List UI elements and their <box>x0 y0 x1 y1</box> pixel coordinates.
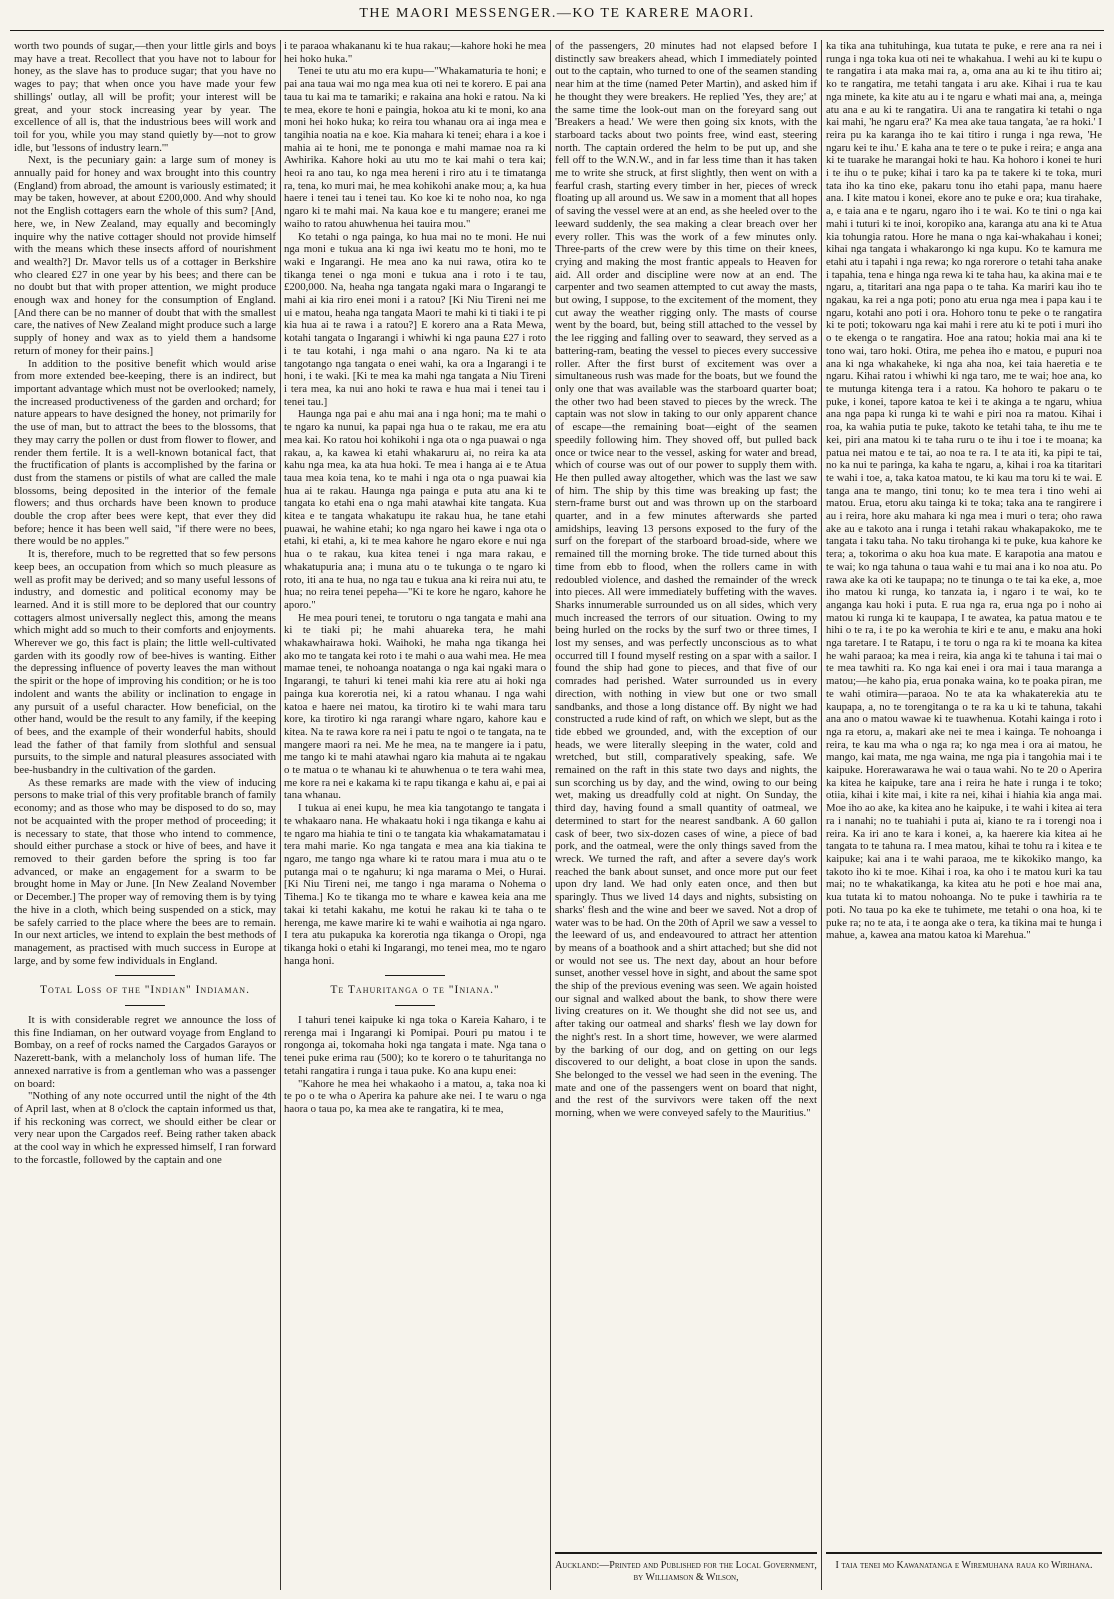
paragraph: I tukua ai enei kupu, he mea kia tangotango te tangata i te whakaaro nana. He whakaatu hoki i nga tikanga e kahu ai te ngaro ma hiahia te tini o te tangata kia whakamatamatau i tera mahi marie. Ko nga tangata e mea ana kia tiakina te ngaro, me tango nga whare ki te ratou mara i mua atu o te putanga mai o te ngahuru; ki nga marama o Mei, o Hurai. [Ki Niu Tireni nei, me tango i nga marama o Nohema o Tihema.] Ko te tikanga mo te whare e kawea keia ana me takai ki tetahi kakahu, me kotui he rakau ki te taha o te herenga, me kawe marire ki te wahi e waihotia ai nga ngaro. I tera atu pukapuka ka korerotia nga tikanga o Oropi, nga tikanga hoki o etahi ki Ingarangi, mo tenei mea, mo te ngaro hanga honi. <box>284 802 546 967</box>
section-divider <box>385 975 445 976</box>
section-divider <box>125 1005 165 1006</box>
paragraph: He mea pouri tenei, te torutoru o nga tangata e mahi ana ki te tiaki pi; he mahi ahuareka tera, he mahi whakawhairawa hoki. Waihoki, he maha nga tikanga hei ako mo te tangata kei roto i te mahi o aua wahi mea. He mea mamae tenei, te nohoanga noatanga o nga kai ngaki mara o Ingarangi, te tahuri ki tenei mahi kia rere atu ai hoki nga painga kua korerotia nei, ki a ratou whanau. I nga wahi katoa e haere nei matou, ka tirotiro ki te wahi mara taru kore, ka tirotiro ki nga rarangi whare ngaro, kahore kau e kitea. Na te rawa kore ra nei i patu te ngoi o te tangata, na te mangere maori ra nei. Me he mea, na te mangere ia i patu, me tango ki te mahi atawhai ngaro kia mahuta ai te ngakau o te matua o te whanau ki te ahuwhenua o te tera wahi mea, me kore ra nei e kakama ki te rapu tikanga e kahu ai, e pai ai tana whanau. <box>284 611 546 802</box>
paragraph: "Kahore he mea hei whakaoho i a matou, a, taka noa ki te po o te wha o Aperira ka pahure ake nei. I te waru o nga haora o taua po, ka mea ake te rangatira, ki te mea, <box>284 1077 546 1115</box>
column-divider <box>821 40 822 1590</box>
paragraph: In addition to the positive benefit which would arise from more extended bee-keeping, there is an indirect, but important advantage which must not be overlooked; namely, the increased productiveness of the garden and orchard; for nature appears to have designed the honey, not primarily for the use of man, but to attract the bees to the blossoms, that they may carry the pollen or dust from flower to flower, and render them fertile. It is a well-known botanical fact, that the fructification of plants is accomplished by the farina or dust from the stamens or pistils of what are called the male blossoms, being deposited in the interior of the female flowers; and thus orchards have been known to produce double the crop after bees were kept, that ever they did before; hence it has been well said, "if there were no bees, there would be no apples." <box>14 357 276 548</box>
masthead-rule <box>10 30 1104 31</box>
paragraph: It is, therefore, much to be regretted that so few persons keep bees, an occupation from which so much pleasure as well as profit may be derived; and so many useful lessons of industry, and domestic and political economy may be learned. And it is still more to be deplored that our country cottagers almost universally neglect this, among the means which might add so much to their comforts and enjoyments. Wherever we go, this fact is plain; the little well-cultivated garden with its goodly row of bee-hives is wanting. Either the depressing influence of poverty leaves the man without the spirit or the hope of improving his condition; or he is too indolent and wants the ability or inclination to engage in any pursuit of a useful character. How beneficial, on the other hand, would be the result to any family, if the keeping of bees, and the example of their wonderful habits, should lead the father of that family from slothful and sensual pursuits, to the simple and natural pleasures associated with bee-husbandry in the cultivation of the garden. <box>14 548 276 777</box>
paragraph: worth two pounds of sugar,—then your little girls and boys may have a treat. Recollect that you have not to labour for honey, as the slave has to produce sugar; that you have no wages to pay; that when once you have made your few shillings' outlay, all will be profit; your interest will be great, and your stock increasing year by year. The excellence of all is, that the industrious bees will work and toil for you, while you may stand quietly by—not to grow idle, but 'lessons of industry learn.'" <box>14 40 276 154</box>
paragraph: Ko tetahi o nga painga, ko hua mai no te moni. He nui nga moni e tukua ana ki nga iwi keatu mo te honi, mo te waki e Ingarangi. He mea ano ka nui rawa, otira ko te tikanga tenei o nga moni e tukua ana i roto i te tau, £200,000. Na, heaha nga tangata ngaki mara o Ingarangi te mahi ai kia riro enei moni i a ratou? [Ki Niu Tireni nei me ui e matou, heaha nga tangata Maori te mahi ki ti tiaki i te pi kia hua ai te rawa i a ratou?] E korero ana a Rata Mewa, kotahi tangata o Ingarangi i whiwhi ki nga pauna £27 i roto i te tau kotahi, i nga mahi o ana ngaro. Na ki te ata tangotango nga tangata o enei wahi, ka ora a Ingarangi i te honi, i te waki. [Ki te mea ka mahi nga tangata a Niu Tireni i tera mea, ka nui ano hoki te rawa e hua mai i tenei tau i tenei tau.] <box>284 230 546 408</box>
imprint-maori: I taia tenei mo Kawanatanga e Wiremuhana raua ko Wirihana. <box>835 1560 1093 1571</box>
paragraph: of the passengers, 20 minutes had not elapsed before I distinctly saw breakers ahead, which I immediately pointed out to the captain, who turned to one of the seamen standing near him at the time (named Peter Martin), and asked him if he thought they were breakers. He replied 'Yes, they are;' at the same time the look-out man on the foreyard sang out 'Breakers a head.' We were then going six knots, with the starboard tacks about two points free, wind east, steering north. The captain ordered the helm to be put up, and she fell off to the W.N.W., and in far less time than it has taken me to write she struck, at first slightly, then went on with a fearful crash, starting every timber in her, pieces of wreck floating up all around us. We saw in a moment that all hopes of saving the vessel were at an end, as she heeled over to the leeward suddenly, the sea making a clear breach over her every roller. This was the work of a few minutes only. Three-parts of the crew were by this time on their knees, crying and making the most frantic appeals to Heaven for aid. All order and discipline were now at an end. The carpenter and two seamen attempted to cut away the masts, but owing, I suppose, to the excitement of the moment, they cut away the weather rigging only. The masts of course went by the board, but, being still attached to the vessel by the lee rigging and falling over to seaward, they served as a battering-ram, beating the vessel to pieces every successive roller. After the first burst of excitement was over a simultaneous rush was made for the boats, but we found the only one that was available was the starboard quarter boat; the other two had been staved to pieces by the wreck. The captain was not slow in taking to our only apparent chance of escape—the remaining boat—eight of the seamen speedily following him. They shoved off, but pulled back once or twice near to the vessel, asking for water and bread, which of course was out of our power to supply them with. He then pulled away altogether, which was the last we saw of him. The ship by this time was breaking up fast; the stern-frame burst out and was thrown up on the starboard quarter, and in a few minutes afterwards she parted amidships, leaving 13 persons exposed to the fury of the surf on the forepart of the starboard broad-side, where we remained till the morning broke. The tide turned about this time from ebb to flood, when the rollers came in with redoubled violence, and dashed the remainder of the wreck into pieces. All were immediately buffeting with the waves. Sharks innumerable surrounded us on all sides, which very much increased the terrors of our situation. Owing to my being hurled on the rocks by the surf two or three times, I lost my senses, and was perfectly unconscious as to what occurred till I found myself resting on a spar with a sailor. I found the ship had gone to pieces, and that five of our comrades had perished. Water surrounded us in every direction, with nothing in view but one or two small sandbanks, and those a long distance off. By night we had constructed a rude kind of raft, on which we slept, but as the tide ebbed we grounded, and, with the exception of our heads, we were literally sleeping in the water, cold and wretched, but still, comparatively speaking, safe. We remained on the raft in this state two days and nights, the sun scorching us by day, and the wind, owing to our being wet, making us dreadfully cold at night. On Sunday, the third day, having found a small quantity of oatmeal, we determined to start for the nearest sandbank. A 60 gallon cask of beer, two six-dozen cases of wine, a piece of bad pork, and the oatmeal, were the only things saved from the wreck. We turned the raft, and after a severe day's work reached the bank about sunset, and once more put our feet upon dry land. We had only eaten once, and then but sparingly. Thus we lived 14 days and nights, subsisting on sharks' flesh and the wine and beer we saved. Not a drop of water was to be had. On the 20th of April we saw a vessel to the leeward of us, and endeavoured to attract her attention by means of a boathook and a shirt attached; but she did not or would not see us. The next day, about an hour before sunset, another vessel hove in sight, and about the same spot the ship of the previous evening was seen. We again hoisted our signal and walked about the bank, to show there were living creatures on it. We thought she did not see us, and after taking our oatmeal and sharks' flesh we lay down for the night's rest. In a short time, however, we were alarmed by the barking of our dog, and on getting on our legs discovered to our delight, a boat close in upon the sands. She belonged to the vessel we had seen in the evening. The mate and one of the passengers went on board that night, and the rest of the survivors were taken off the next morning, when we were conveyed safely to the Mauritius." <box>555 40 817 1120</box>
section-divider <box>395 1005 435 1006</box>
paragraph: Haunga nga pai e ahu mai ana i nga honi; ma te mahi o te ngaro ka nunui, ka papai nga hua o te rakau, me era atu mea kai. Ko ratou hoi kohikohi i nga ota o nga puawai o nga rakau, a, ka kawea ki etahi whakaruru ai, no reira ka ata kahu nga mea, ka ata hua hoki. Te mea i hanga ai e te Atua taua mea koia tena, ko te mahi i nga ota o nga puawai kia hua ai te rakau. Haunga nga painga e puta atu ana ki te tangata ko etahi ena o nga mahi atawhai kite tangata. Kua kitea e te tangata whakatupu ite rakau hua, he tane etahi puawai, he wahine etahi; ko nga ngaro hei kawe i nga ota o etahi, ki etahi, a, ki te mea kahore he ngaro ekore e nui nga hua o te rakau, kua kitea tenei i nga mara rakau, e whakatupuria ana; i muna atu o te tukunga o te ngaro ki roto, iti ana te hua, no nga tau e tukua ana ki reira nui atu, te hua; no reira tenei pepeha—"Ki te kore he ngaro, kahore he aporo." <box>284 408 546 611</box>
section-divider <box>115 975 175 976</box>
article-heading-iniana: Te Tahuritanga o te "Iniana." <box>330 984 500 997</box>
paragraph: Next, is the pecuniary gain: a large sum of money is annually paid for honey and wax brought into this country (England) from abroad, the amount is variously estimated; it may be taken, however, at about £200,000. And why should not the English cottagers earn the whole of this sum? [And, here, we, in New Zealand, may equally and becomingly inquire why the native cottager should not provide himself with the means which these insects afford of nourishment and wealth?] Dr. Mavor tells us of a cottager in Berkshire who cleared £27 in one year by his bees; and there can be no doubt but that with proper attention, we might produce enough wax and honey for the consumption of England. [And there can be no manner of doubt that with the smallest care, the natives of New Zealand might produce such a large supply of honey and wax as to yield them a handsome return of money for their pains.] <box>14 154 276 357</box>
paragraph: I tahuri tenei kaipuke ki nga toka o Kareia Kaharo, i te rerenga mai i Ingarangi ki Pomipai. Pouri pu matou i te rongonga ai, tokomaha hoki nga tangata i mate. Nga tana o tenei puke erima rau (500); ko te korero o te tahuritanga no tetahi rangatira i runga i taua puke. Ko ana kupu enei: <box>284 1014 546 1077</box>
column-divider <box>280 40 281 1590</box>
paragraph: ka tika ana tuhituhinga, kua tutata te puke, e rere ana ra nei i runga i nga toka kua oti nei te whakahua. I wehi au ki te kupu o te rangatira i ata maka mai ra, a, oma ana au ki te ihu titiro ai; ko te rangatira, me tetahi tangata i aru ake. Kihai i rua te kau nga minete, ka kite atu au i te ngaru e whati mai ana, a, meinga atu ana e au ki te rangatira. Ui ana te rangatira ki tetahi o nga kai mahi, 'he ngaru era?' Ka mea ake taua tangata, 'ae ra hoki.' I reira pu ka karanga iho te kai titiro i runga i nga rewa, 'He ngaru kei te ihu.' E kaha ana te tere o te puke i reira; e anga ana ki te tuarake he marangai hoki te hau. Ka hohoro i konei te huri i te ihu o te puke; kihai i taro ka pa te takere ki te toka, muri tata iho ka tino eke, pakaru tonu iho etahi papa, manu haere ana. I kite matou i konei, ekore ano te puke e ora; kua tirahake, a, e taia ana e te ngaru, ngaro iho i te wai. Ko te tini o nga kai mahi i tuturi ki te inoi, koropiko ana, karanga atu ana ki te Atua kia tohungia ratou. Hore he mana o nga kai-whakahau i konei; kihai nga tangata i whakarongo ki nga kupu. Ko te kamura me etahi atu i tapahi i nga rewa; ko nga rorerore o tetahi taha anake i tapahia, tena e hinga nga rewa ki te taha hau, ka akina mai e te ngaru, a, titaritari ana nga papa o te taha. Ka mariri kau iho te ngakau, ka rei a nga poti; pono atu erua nga mea i papa kau i te ngaru, kotahi ano poti i ora. Hohoro tonu te peke o te rangatira ki te poti; tokowaru nga kai mahi i rere atu ki te poti i muri iho o te ekenga o te rangatira. Hoe ana ratou; hokia mai ana ki te tono wai, taro hoki. Otira, me pehea iho e matou, e pupuri noa ana ki nga whakaheke, ki nga aha noa, kei taia haeretia e te ngaru. Kihai ratou i whiwhi ki nga taro, me te wai; hoe ana, ko te mutunga kitenga tera i a ratou. Ka hohoro te pakaru o te puke, i konei, tapore katoa te kei i te akinga a te ngaru, whiua ana nga papa ki runga ki te wahi e piri noa ra matou. Kihai i roa, ka wahia putia te puke, takoto ke tetahi taha, te ihu me te kei, piri ana matou ki te taha ruru o te ihu i toe i te moana; ka patua nei matou e te tai, ao noa te ra. I te ata iti, ka pipi te tai, no ka nui te paringa, ka kaha te ngaru, a, kihai i roa ka titaritari te wahi i toe, a, taka katoa matou, te ki kau ma toru ki te wai. E tanga ana te mango, tini tonu; ko te mea tera i tino wehi ai matou. Erua, etoru aku tainga ki te toka; taka ana te rangirere i au i reira, hore aku mahara ki nga mea i muri o tera; oho rawa ake au e takoto ana i runga i tetahi rakau whakapakoko, me te tangata i taku taha. No taku tirohanga ki te puke, kua kahore ke tera; a, tokorima o aku hoa kua mate. E karapotia ana matou e te wai; ko nga tahuna o taua wahi e tu mai ana i ko noa atu. Po rawa ake ka oti ke taupapa; no te tinunga o te tai ka eke, a, moe iho matou ki runga, ko tanzata ia, i ngaro i te wai, ko te anganga kau hoki i puta. E rua nga ra, erua nga po i noho ai matou ki runga ki te kaupapa, I te awatea, ka patua matou e te hihi o te ra, i te po ka werohia te kiri e te anu, e maku ana hoki nga taretare. I te Ratapu, i te toru o nga ra ki te moana ka kitea he wahi paraoa; ka mea i reira, kia anga ki te tahuna i tai mai o te mea tawhiti ra. Ko nga kai enei i ora mai i taua maranga a matou;—he kaho pia, erua ponaka waina, ko te poaka piran, me te wahi otimira—paraoa. No te ata ka whakaterekia atu te kaupapa, a, no te torengitanga o te ra ka u ki te tahuna, takahi ana ano o matou wawae ki te tuawhenua. Kotahi kainga i roto i nga ra etoru, a, makari ake nei te mea i kainga. Te nohoanga i reira, te kau ma wha o nga ra; ko nga mea i ora ai matou, he mango, kai mata, me nga waina, me nga pia i tangohia mai i te kaipuke. Horerawarawa he wai o taua wahi. No te 20 o Aperira ka kitea he kaipuke, tare ana i reira he hate i runga i te toko; otiia, kihai i kite mai, i kite ra nei, kihai i hiahia kia anga mai. Moe iho ao ake, ka kitea ano he kaipuke, i te wahi i kitea ai tera ra i nanahi; no te tuahiahi i puta ai, kiano te ra i torengi noa i reira. Ka iri ano te kara i konei, a, ka haerere kia kitea ai he tangata to te tahuna ra. I mea matou, kihai te tohu ra i kitea e te kaipuke; kai ana i te wahi paraoa, me te kikokiko mango, ka takoto iho ki te moe. Kihai i roa, ka oho i te matou kuri ka tau mai; no te whakatikanga, ka kitea atu he poti e hoe mai ana, kua tutata ki to matou nohoanga. No te puke i tawhiria ra te poti. No taua po ka eke te tuhimete, me tetahi o ona hoa, ki te puke ra; no te ata, i te aonga ake o tera, ka tikina mai te hunga i mahue, a, kawea ana matou katoa ki Marehua." <box>826 40 1102 942</box>
column-1 <box>14 40 276 1590</box>
footer-rule <box>826 1552 1102 1554</box>
article-heading-indian: Total Loss of the "Indian" Indiaman. <box>40 984 250 997</box>
paragraph: i te paraoa whakananu ki te hua rakau;—kahore hoki he mea hei hoko huka." <box>284 40 546 65</box>
column-divider <box>550 40 551 1590</box>
paragraph: As these remarks are made with the view of inducing persons to make trial of this very profitable branch of family economy; and as those who may be disposed to do so, may not be acquainted with the proper method of proceeding; it is necessary to state, that those who intend to commence, should either purchase a stock or hive of bees, and have it removed to their garden before the spring is too far advanced, or make an engagement for a swarm to be brought home in May or June. [In New Zealand November or December.] The proper way of removing them is by tying the hive in a cloth, which being suspended on a stick, may be safely carried to the place where the bees are to remain. In our next articles, we intend to explain the best methods of management, as practised with much success in Europe at large, and by some few individuals in England. <box>14 776 276 967</box>
paragraph: Tenei te utu atu mo era kupu—"Whakamaturia te honi; e pai ana taua wai mo nga mea kua oti nei te korero. E pai ana taua tu kai ma te tamariki; e rakaina ana hoki e ratou. Na ki te mea, ekore te honi e paingia, hokoa atu ki te moni, ko ana moni hei hoko huka; ko reira tou whanau ora ai inga mea e tangihia noatia na e koe. Kia mahara ki tenei; ehara i a koe i mahia ai te honi, me te pononga e mahi mamae noa ra ki Awhirika. Kahore hoki au utu mo te kai mahi o tera kai; heoi ra ano tau, ko nga mea hereni i riro atu i te timatanga ra, tena, ko muri mai, he mea kohikohi anake mou; a, ka hua haere i tenei tau i tenei tau. Ko koe ki te noho noa, ko nga ngaro ki te mahi mai. Na kaua koe e tu mangere; eranei me waiho to ratou ahuwhenua hei tauira mou." <box>284 65 546 230</box>
column-3 <box>555 40 817 1540</box>
paragraph: "Nothing of any note occurred until the night of the 4th of April last, when at 8 o'clock the captain informed us that, if his reckoning was correct, we should either be clear or very near upon the Cargados reef. Being rather taken aback at the cool way in which he expressed himself, I ran forward to the forcastle, followed by the captain and one <box>14 1090 276 1166</box>
paragraph: It is with considerable regret we announce the loss of this fine Indiaman, on her outward voyage from England to Bombay, on a reef of rocks named the Cargados Garayos or Nazerett-bank, with a melancholy loss of human life. The annexed narrative is from a gentleman who was a passenger on board: <box>14 1014 276 1090</box>
masthead: THE MAORI MESSENGER.—KO TE KARERE MAORI. <box>359 6 755 21</box>
footer-rule <box>555 1552 817 1554</box>
column-4 <box>826 40 1102 1540</box>
column-2 <box>284 40 546 1590</box>
imprint-english: Auckland:—Printed and Published for the Local Government, by Williamson & Wilson, <box>555 1560 817 1583</box>
